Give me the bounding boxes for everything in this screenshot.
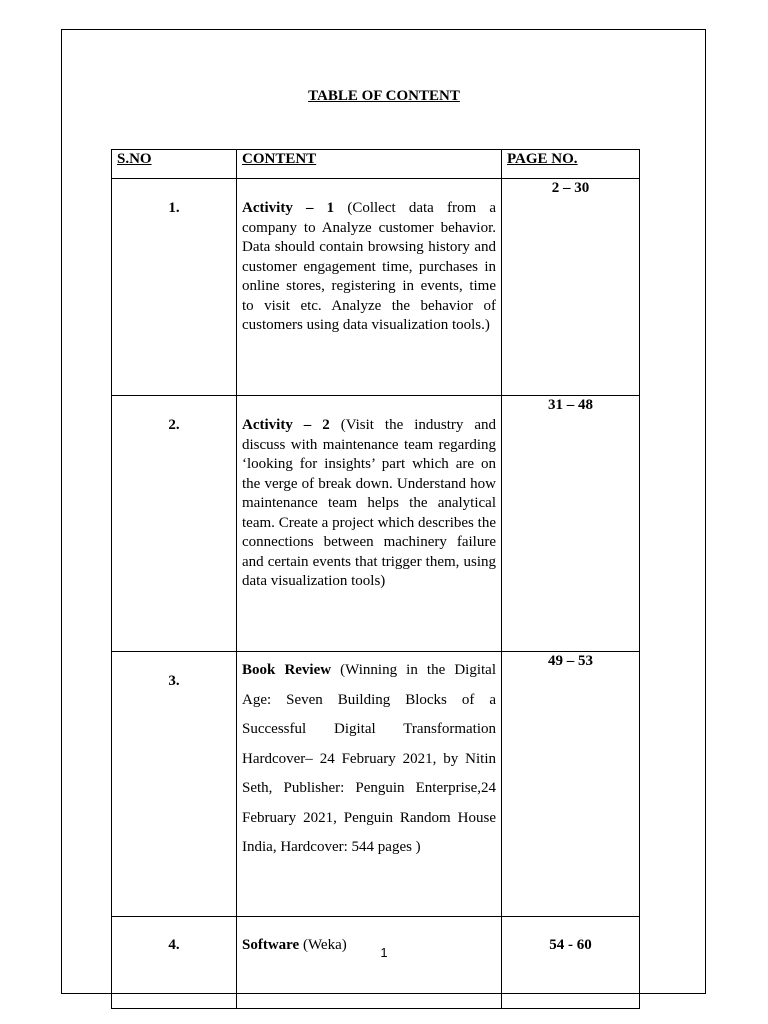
row-content-text: (Collect data from a company to Analyze customer behavior. Data should contain browsing history and customer engagement time, purchases in online stores, registering in events, time to visit etc. Analyze the behavior of customers using data visualization tools.) [242, 200, 496, 333]
row-pages: 49 – 53 [502, 652, 640, 917]
row-sno: 1. [112, 179, 237, 396]
table-of-contents [111, 149, 640, 1009]
table-row [112, 179, 640, 396]
row-sno: 3. [112, 652, 237, 917]
table-row [112, 652, 640, 917]
row-content-text: (Winning in the Digital Age: Seven Building Blocks of a Successful Digital Transformation Hardcover– 24 February 2021, by Nitin Seth, Publisher: Penguin Enterprise,24 February 2021, Penguin Random House India, Hardcover: 544 pages ) [242, 662, 496, 855]
row-sno: 4. [112, 917, 237, 1009]
table-row [112, 396, 640, 652]
row-content-label: Software [242, 937, 300, 953]
row-content [237, 179, 502, 396]
header-sno: S.NO [112, 150, 237, 179]
row-pages: 2 – 30 [502, 179, 640, 396]
row-pages: 54 - 60 [502, 917, 640, 1009]
row-content-text: (Weka) [299, 937, 347, 953]
header-page-no: PAGE NO. [502, 150, 640, 179]
row-sno: 2. [112, 396, 237, 652]
row-content [237, 917, 502, 1009]
row-content [237, 396, 502, 652]
row-content-label: Activity – 2 [242, 417, 330, 433]
table-header-row [112, 150, 640, 179]
header-content: CONTENT [237, 150, 502, 179]
row-pages: 31 – 48 [502, 396, 640, 652]
table-row [112, 917, 640, 1009]
page-number: 1 [380, 945, 388, 960]
row-content-label: Activity – 1 [242, 200, 335, 216]
row-content-label: Book Review [242, 662, 332, 678]
row-content [237, 652, 502, 917]
page-title: TABLE OF CONTENT [308, 88, 460, 104]
row-content-text: (Visit the industry and discuss with maintenance team regarding ‘looking for insights’ part which are on the verge of break down. Understand how maintenance team helps the analytical team. Create a project which describes the connections between machinery failure and certain events that trigger them, using data visualization tools) [242, 417, 496, 589]
